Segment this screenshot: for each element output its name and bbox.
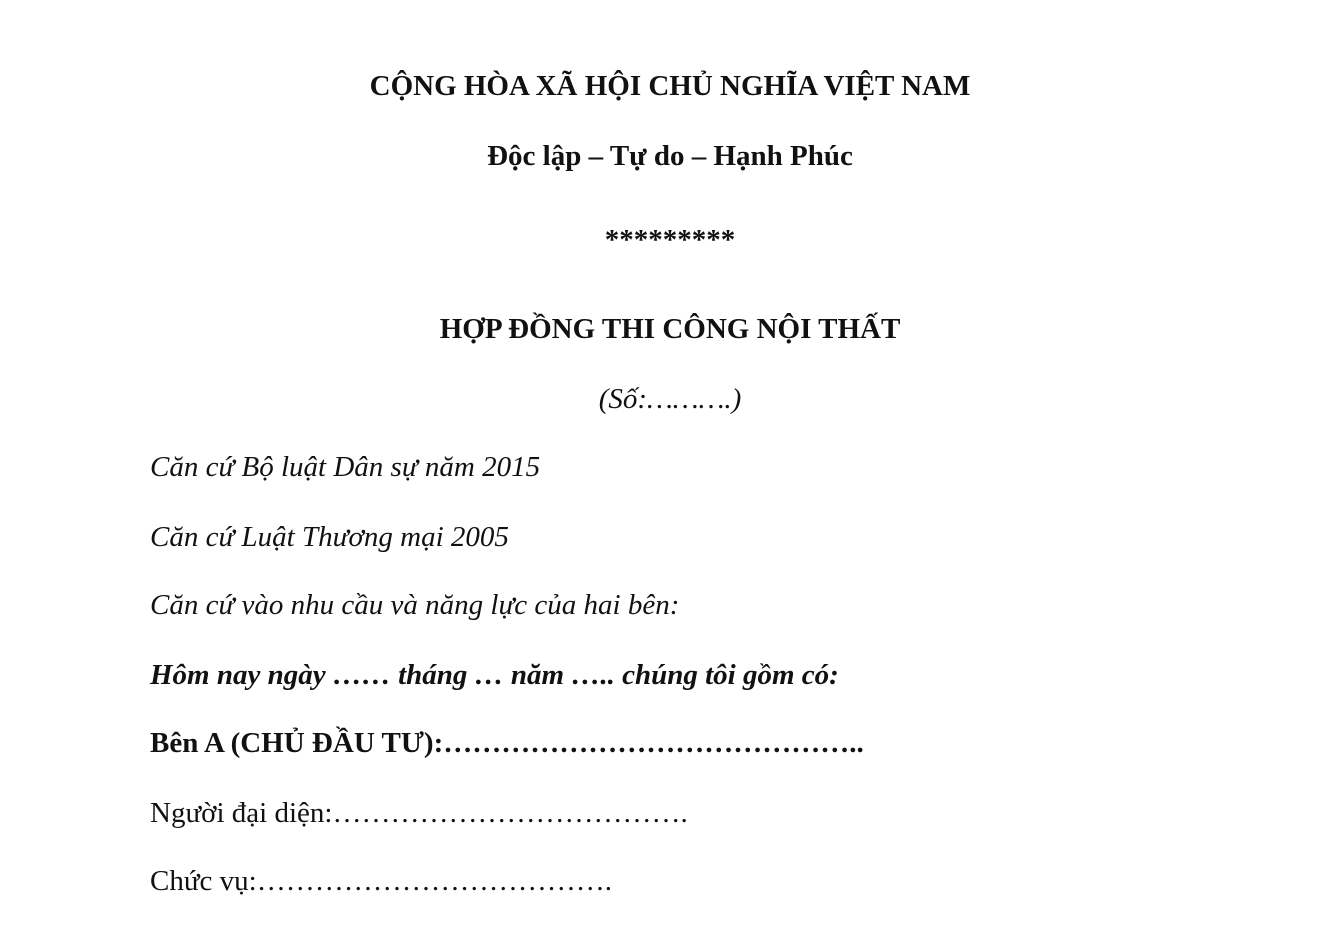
- legal-basis-needs: Căn cứ vào nhu cầu và năng lực của hai bên:: [150, 589, 680, 621]
- contract-title: HỢP ĐỒNG THI CÔNG NỘI THẤT: [439, 313, 901, 345]
- party-a-representative: Người đại diện:……………………………….: [150, 797, 688, 829]
- contract-date-line: Hôm nay ngày …… tháng … năm ….. chúng tôi gồm có:: [150, 659, 839, 691]
- legal-basis-civil-code: Căn cứ Bộ luật Dân sự năm 2015: [150, 451, 541, 483]
- national-motto: Độc lập – Tự do – Hạnh Phúc: [487, 140, 853, 172]
- legal-basis-commercial-law: Căn cứ Luật Thương mại 2005: [150, 521, 509, 553]
- party-a-heading: Bên A (CHỦ ĐẦU TƯ):……………………………………..: [150, 727, 864, 759]
- separator-stars: *********: [604, 224, 736, 256]
- nation-heading: CỘNG HÒA XÃ HỘI CHỦ NGHĨA VIỆT NAM: [369, 70, 971, 102]
- party-a-position: Chức vụ:……………………………….: [150, 865, 612, 897]
- contract-number: (Số:……….): [598, 383, 742, 415]
